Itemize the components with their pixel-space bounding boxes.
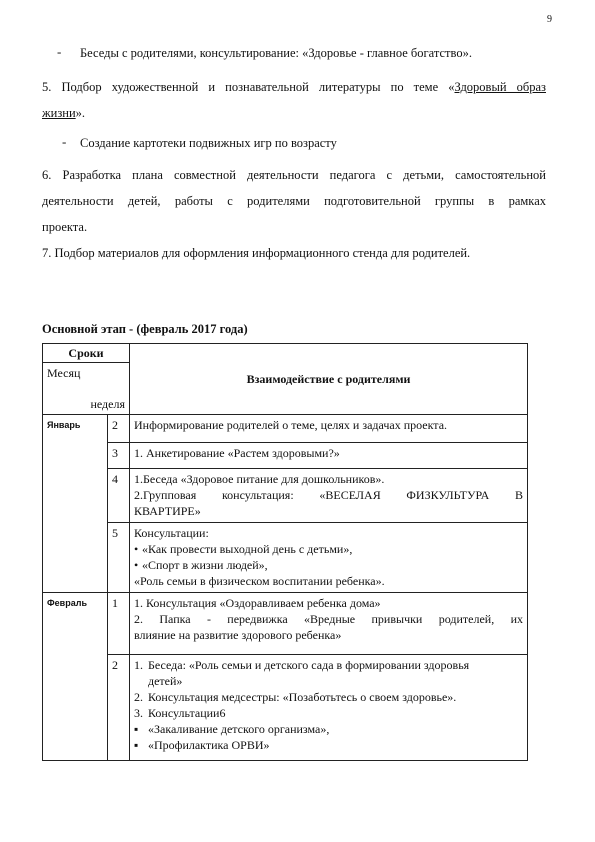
dash-bullet: -	[57, 44, 62, 59]
week-cell: 5	[108, 523, 130, 593]
activity-cell	[130, 523, 528, 593]
paragraph-5-line2: жизни».	[42, 106, 86, 120]
activity-line: Консультации:	[134, 526, 209, 540]
activity-line: ▪ «Профилактика ОРВИ»	[134, 738, 270, 752]
activity-line: 2. Консультация медсестры: «Позаботьтесь о своем здоровье».	[134, 690, 457, 704]
month-january: Январь	[43, 415, 108, 593]
line-cardfile: Создание картотеки подвижных игр по возрасту	[80, 136, 337, 150]
header-week: неделя	[90, 397, 125, 411]
bullet-icon: •	[134, 542, 139, 556]
week-cell: 2	[108, 415, 130, 443]
activity-cell	[130, 469, 528, 523]
paragraph-6-line2: деятельности детей, работы с родителями подготовительной группы в рамках	[42, 194, 546, 208]
page-number: 9	[547, 14, 552, 25]
paragraph-5-line1: 5. Подбор художественной и познавательной литературы по теме «Здоровый образ	[42, 80, 546, 94]
activity-line: «Роль семьи в физическом воспитании ребенка».	[134, 574, 385, 588]
activity-line: • «Спорт в жизни людей»,	[134, 558, 268, 572]
month-february: Февраль	[43, 593, 108, 761]
activity-cell: Информирование родителей о теме, целях и задачах проекта.	[130, 415, 528, 443]
paragraph-6-line1: 6. Разработка плана совместной деятельности педагога с детьми, самостоятельной	[42, 168, 546, 182]
square-bullet-icon: ▪	[134, 738, 139, 752]
header-month: Месяц	[47, 366, 81, 380]
activity-line: 3. Консультации6	[134, 706, 226, 720]
square-bullet-icon: ▪	[134, 722, 139, 736]
activity-line: ▪ «Закаливание детского организма»,	[134, 722, 330, 736]
header-month-week	[43, 363, 130, 415]
activity-cell	[130, 593, 528, 655]
week-cell: 4	[108, 469, 130, 523]
activity-line: влияние на развитие здорового ребенка»	[134, 628, 342, 642]
activity-line: 2.Групповая консультация: «ВЕСЕЛАЯ ФИЗКУЛЬТУРА В	[134, 488, 523, 502]
activity-line: КВАРТИРЕ»	[134, 504, 201, 518]
line-conversations: Беседы с родителями, консультирование: «Здоровье - главное богатство».	[80, 46, 472, 60]
activity-line: 1. Беседа: «Роль семьи и детского сада в формировании здоровья	[134, 658, 470, 672]
week-cell: 1	[108, 593, 130, 655]
week-cell: 3	[108, 443, 130, 469]
stage-title: Основной этап - (февраль 2017 года)	[42, 322, 248, 336]
schedule-table	[42, 343, 528, 761]
dash-bullet: -	[62, 134, 67, 149]
activity-line: 2. Папка - передвижка «Вредные привычки родителей, их	[134, 612, 523, 626]
header-interaction: Взаимодействие с родителями	[130, 344, 528, 415]
paragraph-7: 7. Подбор материалов для оформления информационного стенда для родителей.	[42, 246, 471, 260]
activity-cell	[130, 655, 528, 761]
activity-line: детей»	[148, 674, 183, 688]
activity-line: 1. Консультация «Оздоравливаем ребенка дома»	[134, 596, 381, 610]
bullet-icon: •	[134, 558, 139, 572]
week-cell: 2	[108, 655, 130, 761]
activity-line: 1.Беседа «Здоровое питание для дошкольников».	[134, 472, 385, 486]
activity-cell: 1. Анкетирование «Растем здоровыми?»	[130, 443, 528, 469]
activity-line: • «Как провести выходной день с детьми»,	[134, 542, 353, 556]
header-sroki: Сроки	[43, 344, 130, 363]
paragraph-6-line3: проекта.	[42, 220, 88, 234]
